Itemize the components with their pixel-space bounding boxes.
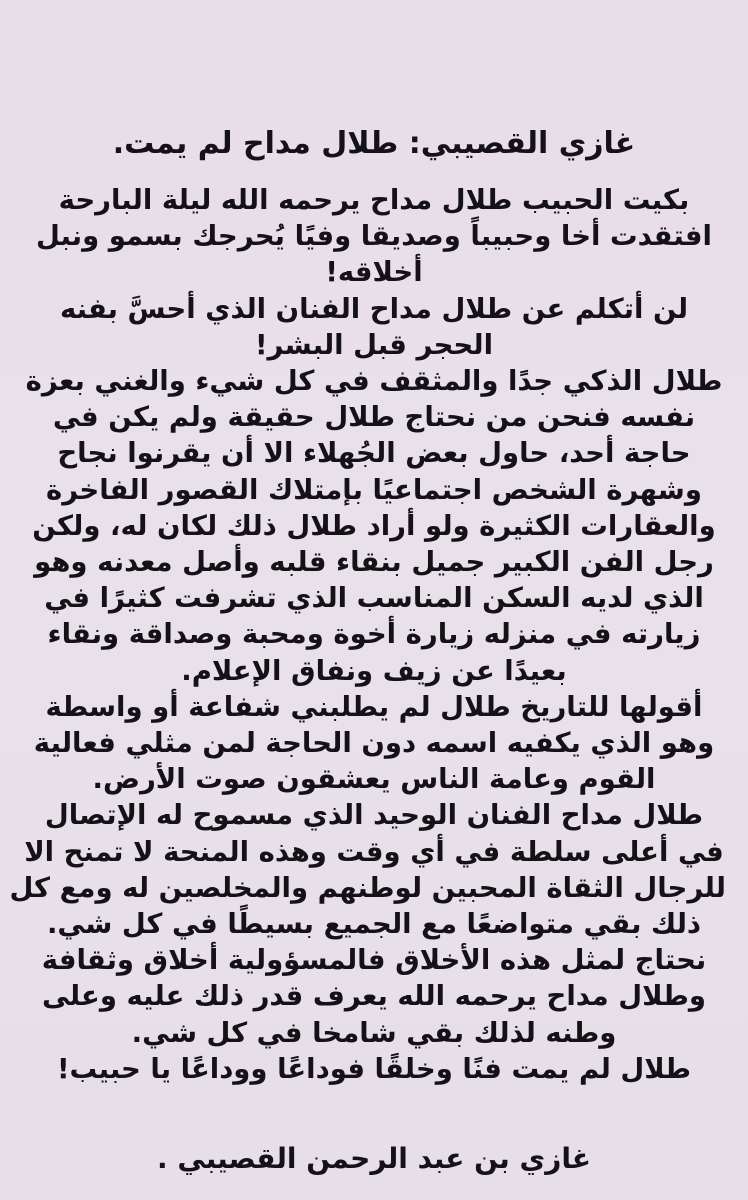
text-line: نفسه فنحن من نحتاج طلال حقيقة ولم يكن في <box>52 401 696 434</box>
text-line: وشهرة الشخص اجتماعيًا بإمتلاك القصور الفاخرة <box>46 473 702 506</box>
text-line: زيارته في منزله زيارة أخوة ومحبة وصداقة ونقاء <box>47 618 701 651</box>
text-line: حاجة أحد، حاول بعض الجُهلاء الا أن يقرنوا نجاح <box>57 437 691 470</box>
text-line: طلال لم يمت فنًا وخلقًا فوداعًا ووداعًا يا حبيب! <box>56 1052 692 1085</box>
text-line: الحجر قبل البشر! <box>254 328 494 361</box>
text-line: الذي لديه السكن المناسب الذي تشرفت كثيرًا في <box>44 582 704 615</box>
text-line: القوم وعامة الناس يعشقون صوت الأرض. <box>92 763 656 796</box>
text-line: بعيدًا عن زيف ونفاق الإعلام. <box>181 654 567 687</box>
text-line: للرجال الثقاة المحبين لوطنهم والمخلصين له ومع كل <box>9 871 726 904</box>
text-line: طلال الذكي جدًا والمثقف في كل شيء والغني بعزة <box>25 365 723 398</box>
text-line: نحتاج لمثل هذه الأخلاق فالمسؤولية أخلاق وثقافة <box>41 944 707 977</box>
text-line: في أعلى سلطة في أي وقت وهذه المنحة لا تمنح الا <box>24 835 724 868</box>
document-title: غازي القصيبي: طلال مداح لم يمت. <box>112 126 636 161</box>
text-line: أخلاقه! <box>325 256 423 289</box>
text-line: لن أتكلم عن طلال مداح الفنان الذي أحسَّ بفنه <box>59 292 689 325</box>
text-line: أقولها للتاريخ طلال لم يطلبني شفاعة أو واسطة <box>45 690 703 723</box>
document-body <box>9 182 726 1087</box>
text-line: رجل الفن الكبير جميل بنقاء قلبه وأصل معدنه وهو <box>34 546 714 579</box>
text-line: وطلال مداح يرحمه الله يعرف قدر ذلك عليه وعلى <box>41 980 706 1013</box>
document-signature: غازي بن عبد الرحمن القصيبي . <box>157 1142 591 1175</box>
text-line: بكيت الحبيب طلال مداح يرحمه الله ليلة البارحة <box>58 184 690 216</box>
text-line: ذلك بقي متواضعًا مع الجميع بسيطًا في كل شي. <box>46 908 702 941</box>
text-line: افتقدت أخا وحبيباً وصديقا وفيًا يُحرجك بسمو ونبل <box>36 220 712 253</box>
text-line: والعقارات الكثيرة ولو أراد طلال ذلك لكان له، ولكن <box>32 509 716 542</box>
text-line: وطنه لذلك بقي شامخا في كل شي. <box>131 1016 617 1049</box>
text-line: طلال مداح الفنان الوحيد الذي مسموح له الإتصال <box>44 799 704 832</box>
text-line: وهو الذي يكفيه اسمه دون الحاجة لمن مثلي فعالية <box>33 727 715 760</box>
